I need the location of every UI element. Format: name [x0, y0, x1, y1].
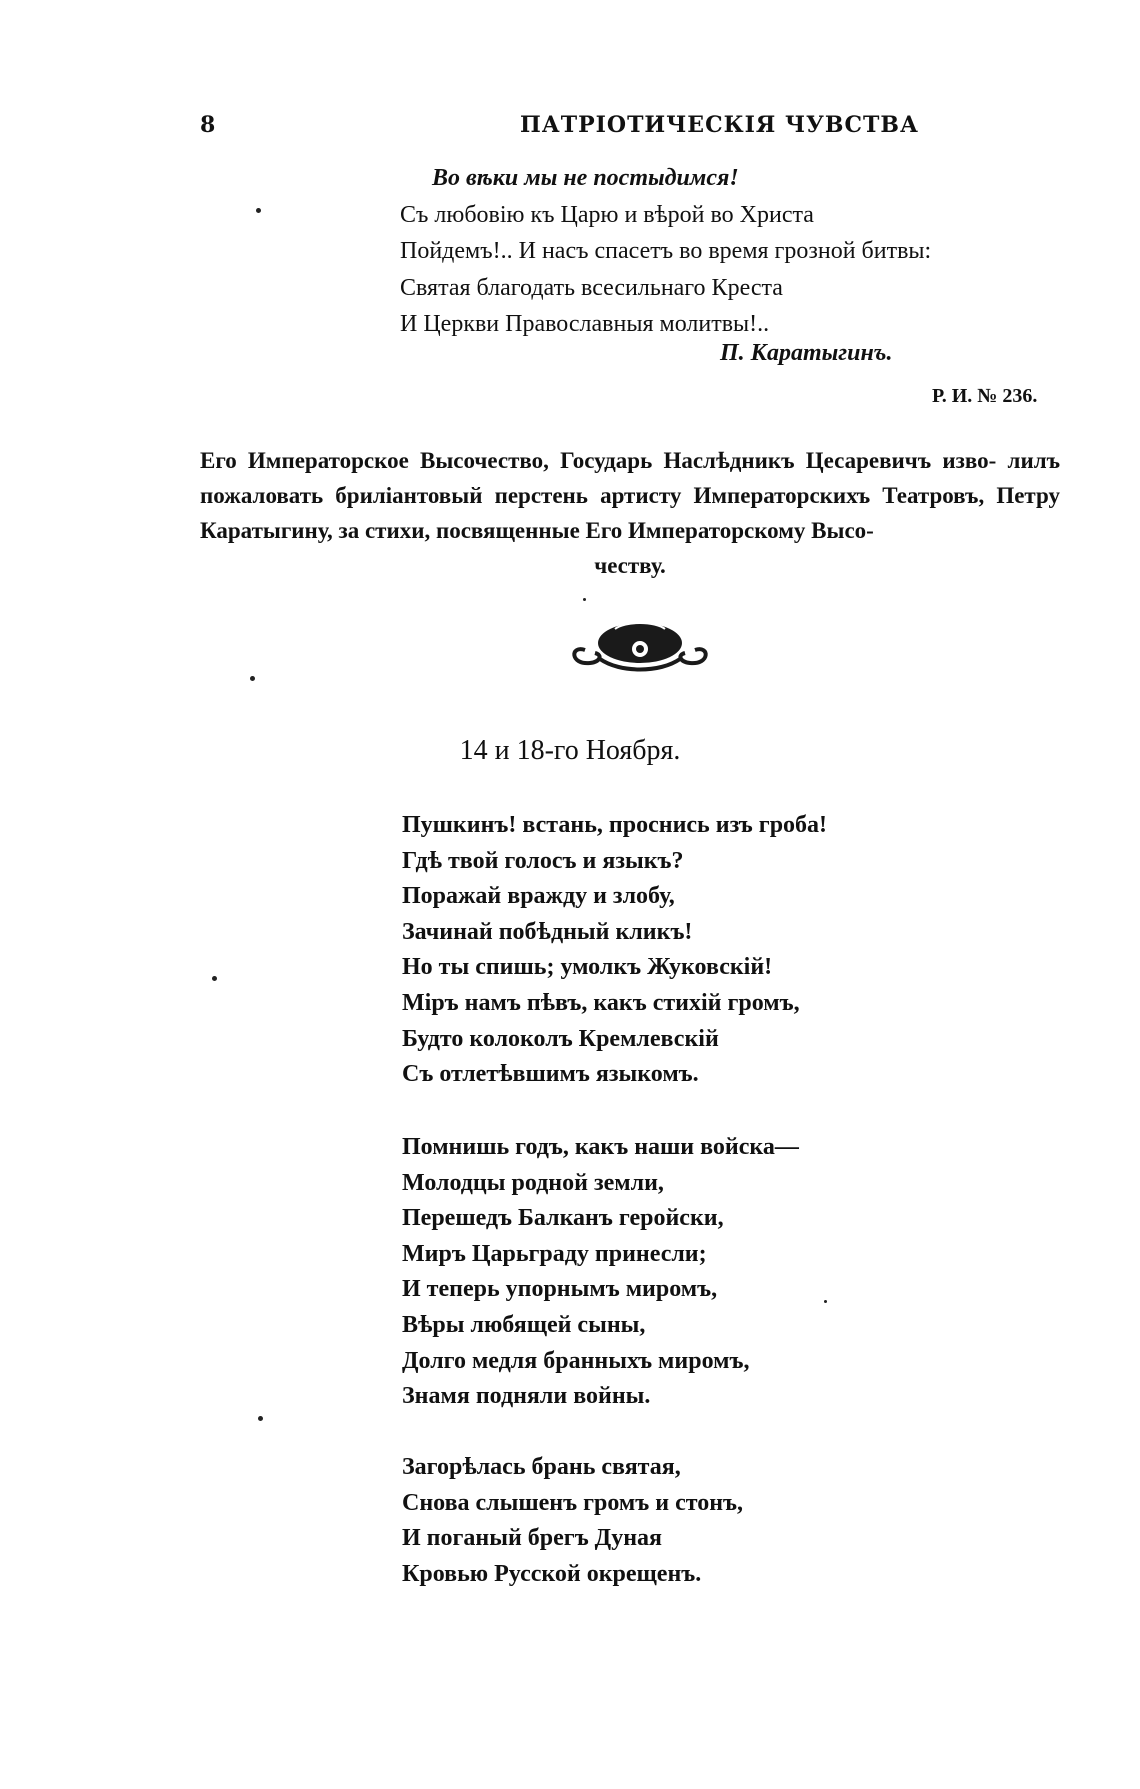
poem-line: Знамя подняли войны.	[402, 1383, 651, 1410]
poem-line: Миръ Царьграду принесли;	[402, 1240, 707, 1267]
print-speck	[583, 598, 586, 601]
notice-line: честву.	[594, 553, 666, 578]
print-speck	[256, 208, 261, 213]
poem-line: Вѣры любящей сыны,	[402, 1311, 646, 1338]
poem-line: Зачинай побѣдный кликъ!	[402, 918, 693, 945]
poem-line: Гдѣ твой голосъ и языкъ?	[402, 847, 684, 874]
poem-line: Перешедъ Балканъ геройски,	[402, 1205, 724, 1232]
poem-line: Будто колоколъ Кремлевскій	[402, 1025, 719, 1052]
notice-line: лилъ пожаловать бриліантовый перстень артисту Императорскихъ Театровъ,	[200, 448, 1061, 508]
poem-line: Загорѣлась брань святая,	[402, 1454, 681, 1480]
print-speck	[250, 676, 255, 681]
poem-line: И Церкви Православныя молитвы!..	[400, 311, 770, 337]
poem-line: Пушкинъ! встань, проснись изъ гроба!	[402, 812, 828, 838]
poem-line: Міръ намъ пѣвъ, какъ стихій громъ,	[402, 989, 800, 1016]
poem-line: Снова слышенъ громъ и стонъ,	[402, 1489, 744, 1516]
poem-line: Пойдемъ!.. И насъ спасетъ во время грозной битвы:	[400, 238, 932, 264]
running-title: ПАТРІОТИЧЕСКІЯ ЧУВСТВА	[520, 112, 919, 138]
page-header	[200, 112, 1060, 142]
poem-line: Во вѣки мы не постыдимся!	[432, 165, 739, 191]
print-speck	[258, 1416, 263, 1421]
poem-ending	[400, 160, 1080, 343]
stanza	[402, 1130, 1082, 1415]
notice-paragraph	[200, 443, 1060, 583]
ornament-icon	[565, 615, 715, 675]
poem-line: Кровью Русской окрещенъ.	[402, 1560, 702, 1587]
poem-line: Молодцы родной земли,	[402, 1169, 664, 1196]
poem-line: И теперь упорнымъ миромъ,	[402, 1276, 718, 1303]
poem-line: Съ любовію къ Царю и вѣрой во Христа	[400, 201, 814, 228]
poem-line: Съ отлетѣвшимъ языкомъ.	[402, 1061, 699, 1088]
poem-line: Но ты спишь; умолкъ Жуковскій!	[402, 954, 773, 981]
section-title: 14 и 18-го Ноября.	[459, 735, 681, 766]
print-speck	[212, 976, 217, 981]
page-number: 8	[200, 112, 216, 138]
poem-line: Поражай вражду и злобу,	[402, 883, 675, 910]
notice-line: Петру Каратыгину, за стихи, посвященные Его Императорскому Высо-	[200, 483, 1060, 543]
print-speck	[824, 1300, 827, 1303]
stanza	[402, 808, 1082, 1093]
poem-line: Долго медля бранныхъ миромъ,	[402, 1347, 750, 1374]
poem-line: И поганый брегъ Дуная	[402, 1525, 663, 1552]
notice-line: Его Императорское Высочество, Государь Наслѣдникъ Цесаревичъ изво-	[200, 448, 997, 473]
stanza	[402, 1450, 1082, 1592]
poem-line: Помнишь годъ, какъ наши войска—	[402, 1134, 799, 1160]
poem-line: Святая благодать всесильнаго Креста	[400, 274, 783, 301]
author-signature: П. Каратыгинъ.	[720, 340, 893, 366]
source-reference: Р. И. № 236.	[932, 385, 1038, 407]
